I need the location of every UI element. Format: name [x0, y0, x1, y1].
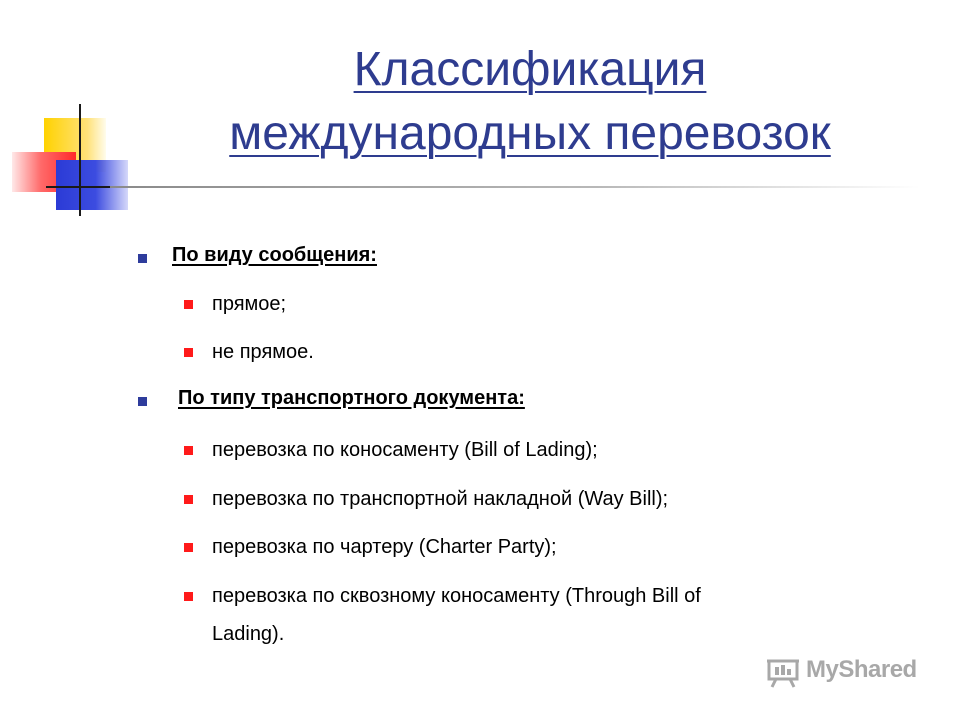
list-item: перевозка по сквозному коносаменту (Through Bill of	[212, 585, 701, 607]
title-rule	[110, 186, 920, 188]
bullet-sub-icon	[184, 592, 193, 601]
watermark-text: MyShared	[806, 656, 917, 683]
bullet-main-icon	[138, 254, 147, 263]
list-item: прямое;	[212, 293, 287, 315]
bullet-sub-icon	[184, 495, 193, 504]
vertical-line	[79, 104, 81, 216]
section-heading: По типу транспортного документа:	[178, 387, 525, 409]
bullet-sub-icon	[184, 300, 193, 309]
title-line-1: Классификация	[353, 43, 707, 96]
bullet-main-icon	[138, 397, 147, 406]
bullet-sub-icon	[184, 348, 193, 357]
slide-title	[140, 38, 920, 166]
title-line-2: международных перевозок	[229, 107, 831, 160]
list-item: перевозка по транспортной накладной (Way Bill);	[212, 488, 669, 510]
presentation-board-icon	[766, 658, 800, 688]
watermark-logo	[766, 656, 926, 690]
bullet-sub-icon	[184, 543, 193, 552]
list-item: не прямое.	[212, 341, 314, 363]
list-item-continuation: Lading).	[212, 623, 285, 645]
list-item: перевозка по чартеру (Charter Party);	[212, 536, 557, 558]
section-heading: По виду сообщения:	[172, 244, 377, 266]
blue-square	[56, 160, 128, 210]
bullet-sub-icon	[184, 446, 193, 455]
list-item: перевозка по коносаменту (Bill of Lading);	[212, 439, 598, 461]
